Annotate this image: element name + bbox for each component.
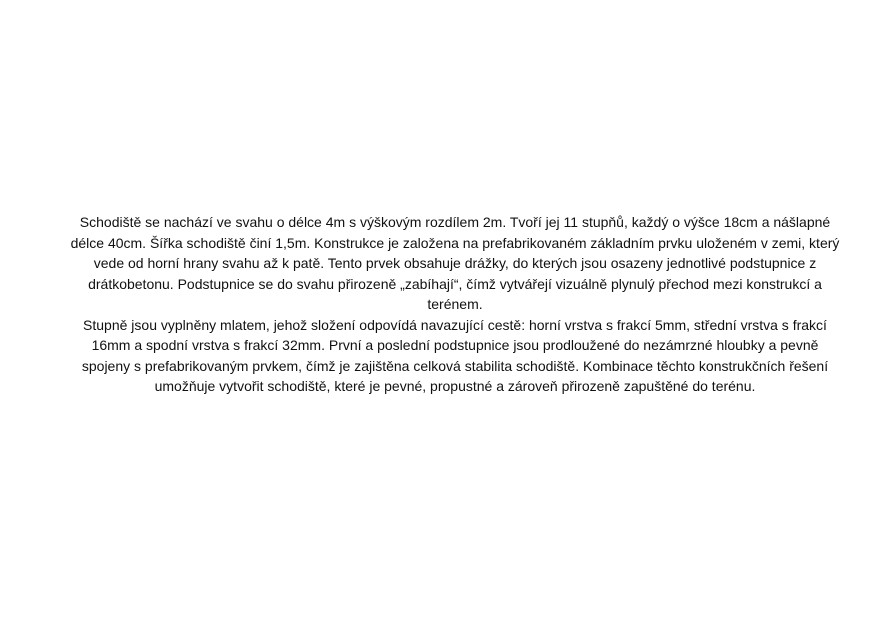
body-text-block xyxy=(70,212,840,397)
paragraph-staircase-construction: Schodiště se nachází ve svahu o délce 4m s výškovým rozdílem 2m. Tvoří jej 11 stupňů, každý o výšce 18cm a nášlapné délce 40cm. Šířka schodiště činí 1,5m. Konstrukce je založena na prefabrikovaném základním prvku uloženém v zemi, který vede od horní hrany svahu až k patě. Tento prvek obsahuje drážky, do kterých jsou osazeny jednotlivé podstupnice z drátkobetonu. Podstupnice se do svahu přirozeně „zabíhají“, čímž vytvářejí vizuálně plynulý přechod mezi konstrukcí a terénem. xyxy=(70,214,840,312)
paragraph-steps-fill-and-stability: Stupně jsou vyplněny mlatem, jehož složení odpovídá navazující cestě: horní vrstva s frakcí 5mm, střední vrstva s frakcí 16mm a spodní vrstva s frakcí 32mm. První a poslední podstupnice jsou prodloužené do nezámrzné hloubky a pevně spojeny s prefabrikovaným prvkem, čímž je zajištěna celková stabilita schodiště. Kombinace těchto konstrukčních řešení umožňuje vytvořit schodiště, které je pevné, propustné a zároveň přirozeně zapuštěné do terénu. xyxy=(81,316,829,394)
